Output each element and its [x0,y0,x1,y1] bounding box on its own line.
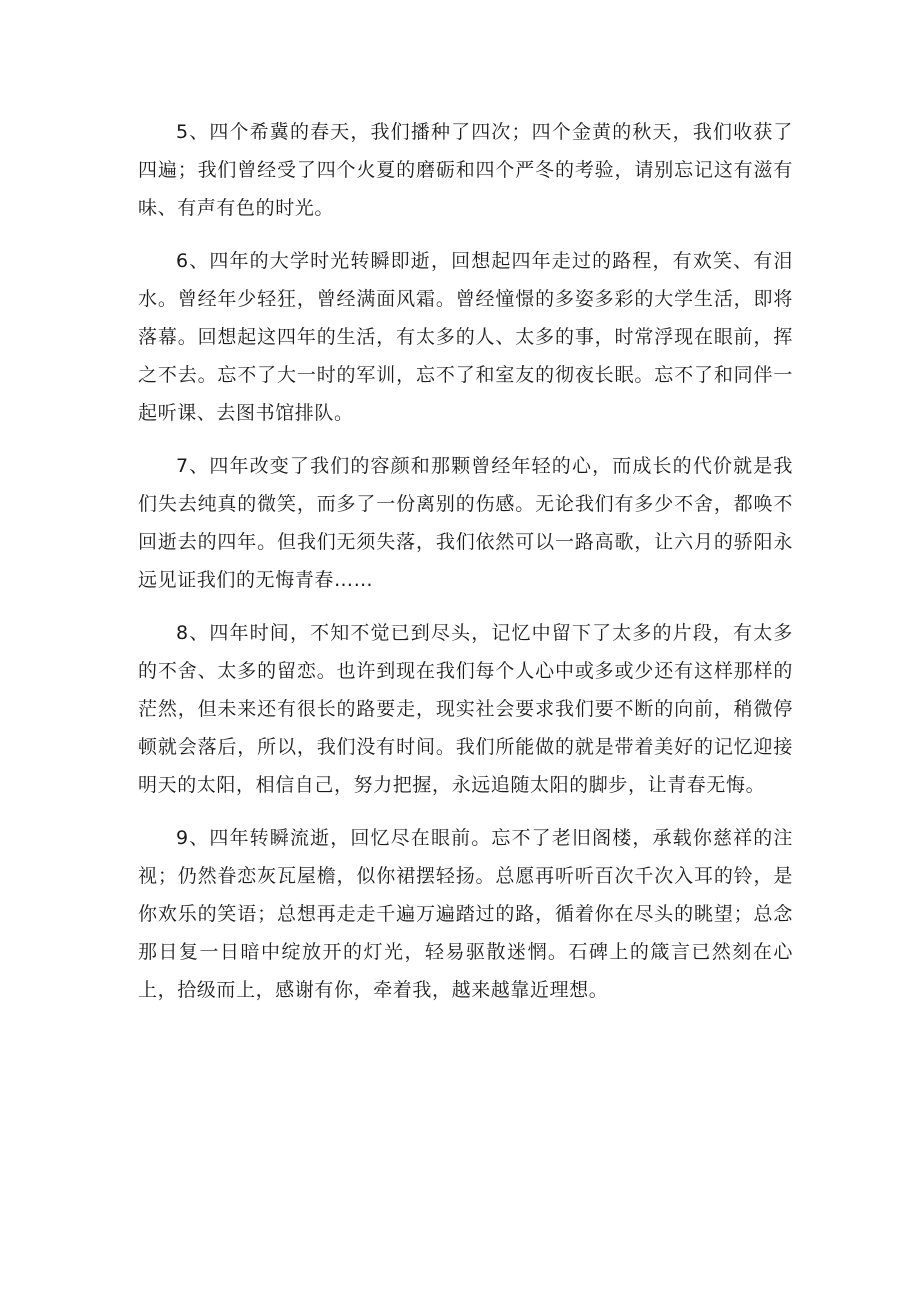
paragraph-9: 9、四年转瞬流逝，回忆尽在眼前。忘不了老旧阁楼，承载你慈祥的注视；仍然眷恋灰瓦屋檐，似你裙摆轻扬。总愿再听听百次千次入耳的铃，是你欢乐的笑语；总想再走走千遍万遍踏过的路，循着你在尽头的眺望；总念那日复一日暗中绽放开的灯光，轻易驱散迷惘。石碑上的箴言已然刻在心上，拾级而上，感谢有你，牵着我，越来越靠近理想。 [138,827,793,1001]
paragraph-7: 7、四年改变了我们的容颜和那颗曾经年轻的心，而成长的代价就是我们失去纯真的微笑，而多了一份离别的伤感。无论我们有多少不舍，都唤不回逝去的四年。但我们无须失落，我们依然可以一路高歌，让六月的骄阳永远见证我们的无悔青春…… [138,455,793,591]
paragraph-5: 5、四个希冀的春天，我们播种了四次；四个金黄的秋天，我们收获了四遍；我们曾经受了四个火夏的磨砺和四个严冬的考验，请别忘记这有滋有味、有声有色的时光。 [138,121,793,219]
document-body [138,113,793,1024]
paragraph-6: 6、四年的大学时光转瞬即逝，回想起四年走过的路程，有欢笑、有泪水。曾经年少轻狂，曾经满面风霜。曾经憧憬的多姿多彩的大学生活，即将落幕。回想起这四年的生活，有太多的人、太多的事，时常浮现在眼前，挥之不去。忘不了大一时的军训，忘不了和室友的彻夜长眠。忘不了和同伴一起听课、去图书馆排队。 [138,250,793,424]
paragraph-8: 8、四年时间，不知不觉已到尽头，记忆中留下了太多的片段，有太多的不舍、太多的留恋。也许到现在我们每个人心中或多或少还有这样那样的茫然，但未来还有很长的路要走，现实社会要求我们要不断的向前，稍微停顿就会落后，所以，我们没有时间。我们所能做的就是带着美好的记忆迎接明天的太阳，相信自己，努力把握，永远追随太阳的脚步，让青春无悔。 [138,622,793,796]
